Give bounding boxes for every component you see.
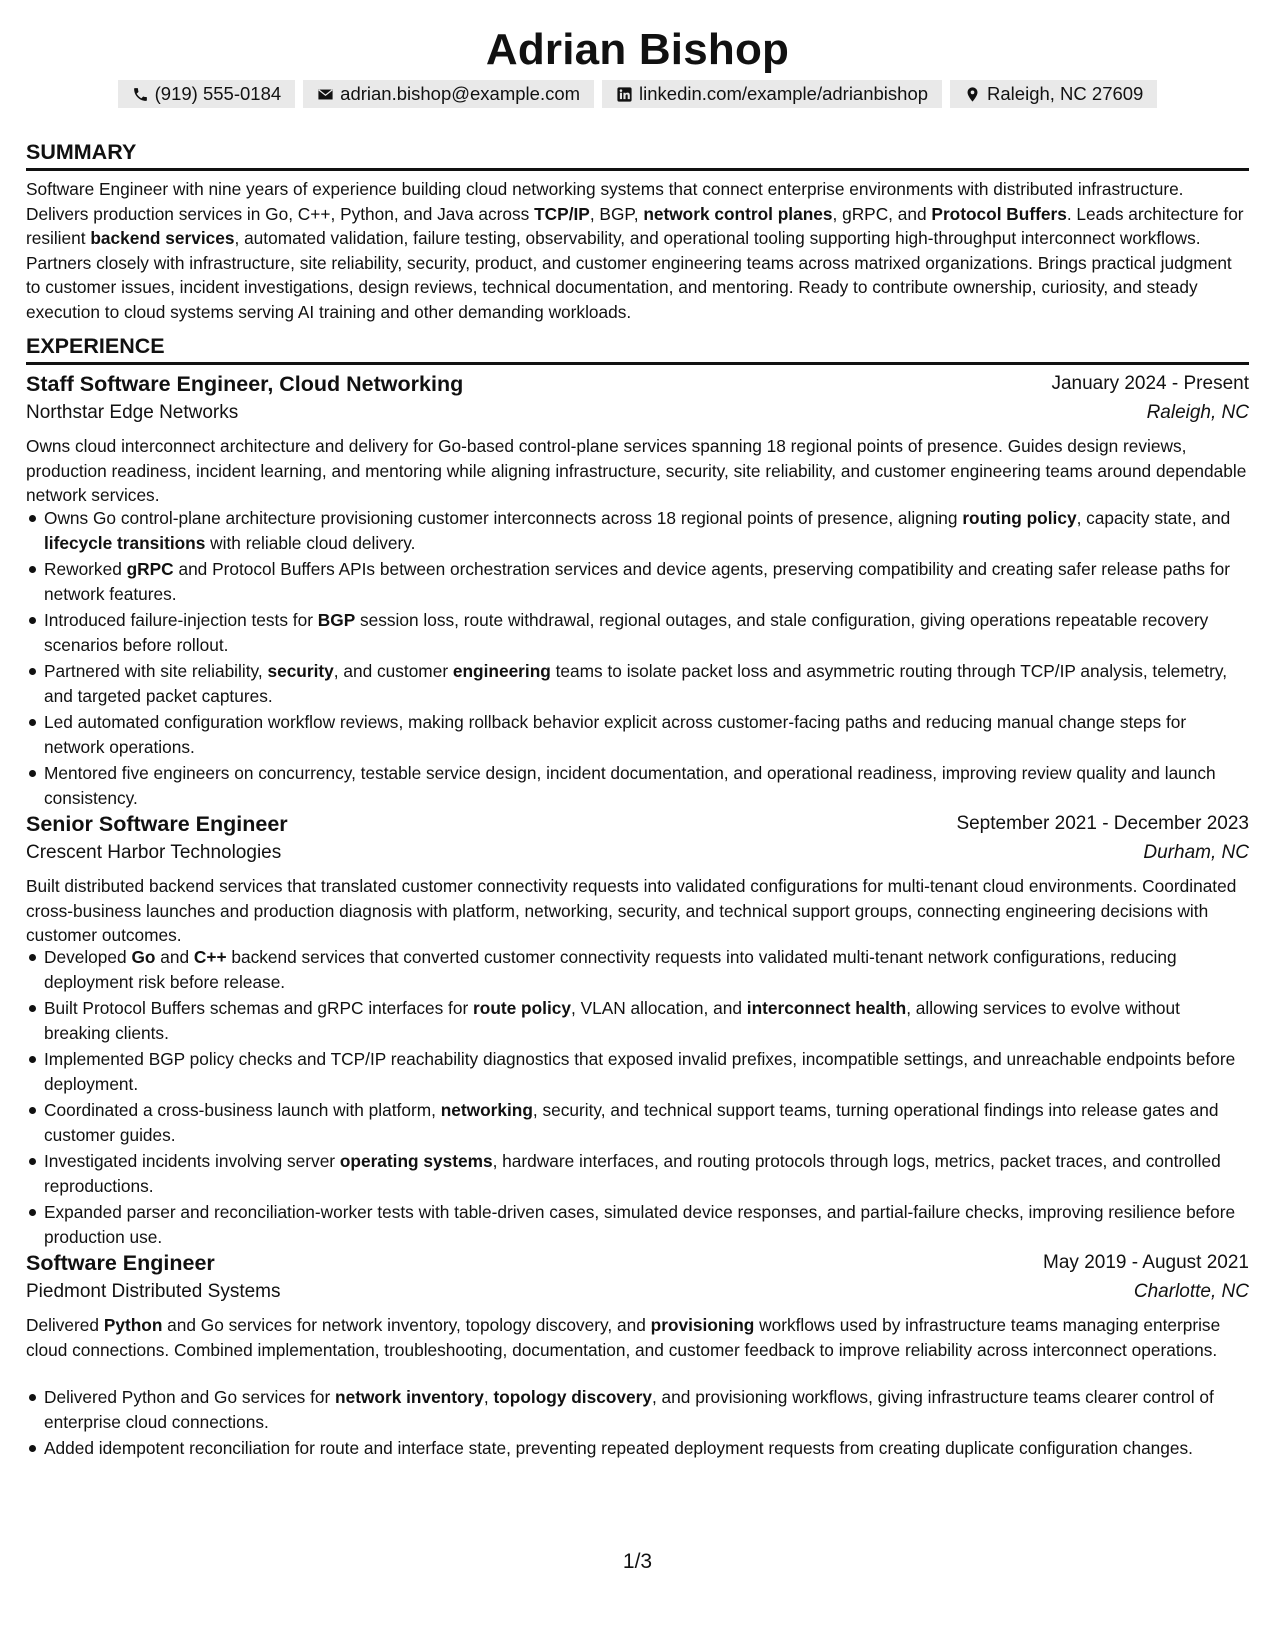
text-run: with reliable cloud delivery. xyxy=(205,532,416,553)
job-company: Piedmont Distributed Systems xyxy=(26,1281,281,1302)
text-run: and xyxy=(155,947,194,967)
text-run: , automated validation, failure testing, observability, and operational tooling supporting high-throughput interconnect workflows. Partners closely with infrastructure, site reliability, security, product, and customer engineering teams across matrixed organizations. Brings practical judgment to customer issues, incident investigations, design reviews, technical documentation, and mentoring. Ready to contribute ownership, curiosity, and steady execution to cloud systems serving AI training and other demanding workloads. xyxy=(26,228,1232,322)
text-run: Implemented BGP policy checks and TCP/IP reachability diagnostics that exposed invalid prefixes, incompatible settings, and unreachable endpoints before deployment. xyxy=(44,1049,1236,1094)
bullet-item xyxy=(26,996,1250,1045)
bold-keyword: BGP xyxy=(317,610,356,630)
text-run: , xyxy=(483,1387,494,1407)
text-run: workflows used by infrastructure teams managing enterprise cloud connections. Combined implementation, troubleshooting, documentation, and customer feedback to improve reliability across interconnect operations. xyxy=(26,1315,1221,1360)
email-text[interactable]: adrian.bishop@example.com xyxy=(340,83,581,104)
map-pin-icon xyxy=(964,86,981,103)
summary-text xyxy=(26,177,1250,324)
text-run: Added idempotent reconciliation for route and interface state, preventing repeated deployment requests from creating duplicate configuration changes. xyxy=(44,1438,1193,1458)
bold-keyword: Protocol Buffers xyxy=(931,203,1067,224)
page-number: 1/3 xyxy=(622,1550,653,1573)
text-run: , gRPC, and xyxy=(832,203,932,224)
linkedin-text[interactable]: linkedin.com/example/adrianbishop xyxy=(639,83,929,104)
bullet-item xyxy=(26,659,1250,708)
text-run: Owns cloud interconnect architecture and delivery for Go-based control-plane services spanning 18 regional points of presence. Guides design reviews, production readiness, incident learning, and mentoring while aligning infrastructure, security, site reliability, and customer engineering teams around dependable network services. xyxy=(26,436,1247,505)
text-run: Software Engineer with nine years of experience building cloud networking systems that connect enterprise environments with distributed infrastructure. Delivers production services in Go, C++, Python, and Java across xyxy=(26,179,1184,224)
text-run: , BGP, xyxy=(589,203,644,224)
bold-keyword: Go xyxy=(131,947,156,967)
bold-keyword: routing policy xyxy=(962,508,1077,528)
job-dates: September 2021 - December 2023 xyxy=(956,813,1249,834)
job-bullets xyxy=(26,506,1250,812)
bold-keyword: networking xyxy=(440,1100,533,1120)
job-bullets xyxy=(26,945,1250,1251)
job-company: Crescent Harbor Technologies xyxy=(26,842,282,863)
bold-keyword: interconnect health xyxy=(746,998,907,1018)
text-run: and Go services for network inventory, topology discovery, and xyxy=(162,1315,651,1335)
bold-keyword: route policy xyxy=(473,998,571,1018)
text-run: , VLAN allocation, and xyxy=(570,998,747,1018)
bullet-item xyxy=(26,1385,1250,1434)
text-run: Delivered xyxy=(26,1315,104,1335)
bullet-item xyxy=(26,1200,1250,1249)
text-run: Developed xyxy=(44,947,132,967)
text-run: session loss, route withdrawal, regional outages, and stale configuration, giving operations repeatable recovery scenarios before rollout. xyxy=(44,610,1209,655)
linkedin-icon xyxy=(616,86,633,103)
text-run: Introduced failure-injection tests for xyxy=(44,610,318,630)
bold-keyword: provisioning xyxy=(650,1315,755,1335)
job-title: Staff Software Engineer, Cloud Networking xyxy=(26,372,464,396)
text-run: Built distributed backend services that translated customer connectivity requests into validated configurations for multi-tenant cloud environments. Coordinated cross-business launches and production diagnosis with platform, networking, security, and technical support groups, connecting engineering decisions with customer outcomes. xyxy=(26,876,1237,945)
text-run: , hardware interfaces, and routing protocols through logs, metrics, packet traces, and controlled reproductions. xyxy=(44,1151,1221,1196)
text-run: , and provisioning workflows, giving infrastructure teams clearer control of enterprise cloud connections. xyxy=(44,1387,1214,1432)
bullet-item xyxy=(26,761,1250,810)
bold-keyword: network inventory xyxy=(335,1387,484,1407)
text-run: Reworked xyxy=(44,559,127,579)
job-summary xyxy=(26,1313,1250,1362)
contact-phone xyxy=(118,80,296,108)
bullet-item xyxy=(26,506,1250,555)
bullet-item xyxy=(26,1098,1250,1147)
job-summary xyxy=(26,874,1250,948)
text-run: backend services that converted customer connectivity requests into validated multi-tenant network configurations, reducing deployment risk before release. xyxy=(44,947,1177,992)
text-run: , and customer xyxy=(333,661,453,681)
job-dates: May 2019 - August 2021 xyxy=(1043,1252,1249,1273)
contact-bar xyxy=(0,80,1275,108)
bullet-item xyxy=(26,608,1250,657)
contact-email[interactable] xyxy=(303,80,594,108)
text-run: Led automated configuration workflow reviews, making rollback behavior explicit across customer-facing paths and reducing manual change steps for network operations. xyxy=(44,712,1187,757)
bold-keyword: lifecycle transitions xyxy=(44,532,206,553)
text-run: Built Protocol Buffers schemas and gRPC interfaces for xyxy=(44,998,474,1018)
phone-text: (919) 555-0184 xyxy=(154,83,282,104)
text-run: , security, and technical support teams, turning operational findings into release gates and customer guides. xyxy=(44,1100,1219,1145)
contact-linkedin[interactable] xyxy=(602,80,942,108)
text-run: Delivered Python and Go services for xyxy=(44,1387,336,1407)
job-location: Durham, NC xyxy=(1143,842,1249,863)
text-run: , capacity state, and xyxy=(1076,508,1231,528)
job-summary xyxy=(26,434,1250,508)
text-run: teams to isolate packet loss and asymmetric routing through TCP/IP analysis, telemetry, and targeted packet captures. xyxy=(44,661,1228,706)
job-title: Software Engineer xyxy=(26,1251,215,1275)
job-dates: January 2024 - Present xyxy=(1051,373,1249,394)
text-run: Coordinated a cross-business launch with platform, xyxy=(44,1100,441,1120)
summary-heading: SUMMARY xyxy=(26,137,1249,171)
phone-icon xyxy=(132,86,149,103)
job-location: Charlotte, NC xyxy=(1133,1281,1249,1302)
text-run: Expanded parser and reconciliation-worker tests with table-driven cases, simulated device responses, and partial-failure checks, improving resilience before production use. xyxy=(44,1202,1236,1247)
text-run: Partnered with site reliability, xyxy=(44,661,268,681)
bold-keyword: TCP/IP xyxy=(534,203,590,224)
bold-keyword: backend services xyxy=(90,228,235,248)
bold-keyword: operating systems xyxy=(339,1151,493,1171)
contact-location xyxy=(950,80,1157,108)
bold-keyword: security xyxy=(267,661,334,681)
text-run: . Leads architecture for resilient xyxy=(26,203,1244,248)
job-title: Senior Software Engineer xyxy=(26,812,288,836)
bullet-item xyxy=(26,557,1250,606)
bold-keyword: network control planes xyxy=(643,203,833,224)
job-company: Northstar Edge Networks xyxy=(26,402,239,423)
envelope-icon xyxy=(317,86,334,103)
bold-keyword: Python xyxy=(103,1315,163,1335)
bullet-item xyxy=(26,945,1250,994)
bold-keyword: gRPC xyxy=(126,559,174,579)
job-bullets xyxy=(26,1385,1250,1463)
bold-keyword: C++ xyxy=(193,947,227,967)
text-run: Owns Go control-plane architecture provisioning customer interconnects across 18 regional points of presence, aligning xyxy=(44,508,963,528)
text-run: Mentored five engineers on concurrency, testable service design, incident documentation, and operational readiness, improving review quality and launch consistency. xyxy=(44,763,1216,808)
bullet-item xyxy=(26,1436,1250,1461)
bullet-item xyxy=(26,710,1250,759)
bold-keyword: topology discovery xyxy=(493,1387,652,1407)
job-location: Raleigh, NC xyxy=(1146,402,1249,423)
bullet-item xyxy=(26,1149,1250,1198)
candidate-name: Adrian Bishop xyxy=(485,25,790,74)
text-run: Investigated incidents involving server xyxy=(44,1151,340,1171)
text-run: , allowing services to evolve without breaking clients. xyxy=(44,998,1180,1043)
bullet-item xyxy=(26,1047,1250,1096)
text-run: and Protocol Buffers APIs between orchestration services and device agents, preserving compatibility and creating safer release paths for network features. xyxy=(44,559,1230,604)
location-text: Raleigh, NC 27609 xyxy=(987,83,1144,104)
bold-keyword: engineering xyxy=(452,661,551,681)
experience-heading: EXPERIENCE xyxy=(26,331,1249,365)
